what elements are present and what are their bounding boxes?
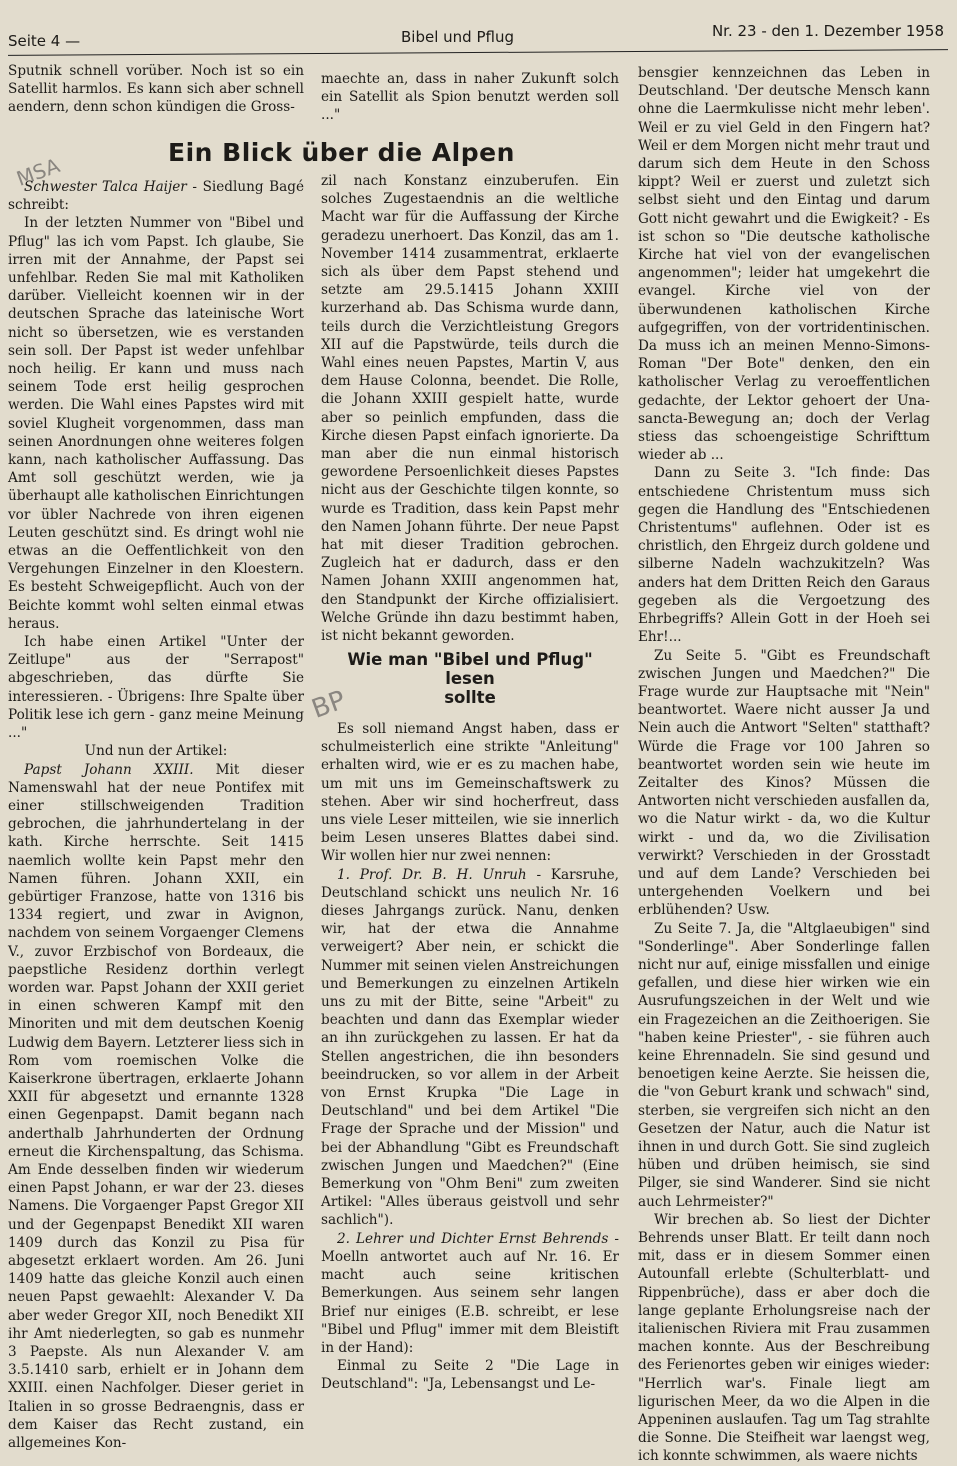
paragraph: Zu Seite 5. "Gibt es Freundschaft zwischen Jungen und Maedchen?" Die Frage wurde zur Hauptsache mit "Nein" beantwortet. Waere nicht ausser Ja und Nein auch die Antwort "Selten" statthaft? Würde die Frage vor 100 Jahren so beantwortet worden sein wie heute im Zeitalter des Kinos? Müssen die Antworten nicht verschieden ausfallen da, wo die Natur wirkt - da, wo die Kultur wirkt - und da, wo die Zivilisation verwirkt? Verschieden in der Grosstadt und auf dem Lande? Verschieden bei untergehenden Voelkern und bei erblühenden? Usw.: [638, 647, 930, 919]
inline-heading: 1. Prof. Dr. B. H. Unruh: [337, 866, 527, 883]
paragraph: In der letzten Nummer von "Bibel und Pflug" las ich vom Papst. Ich glaube, Sie irren mit der Annahme, der Papst sei unfehlbar. Reden Sie mal mit Katholiken darüber. Vielleicht koennen wir in der deutschen Sprache das lateinische Wort nicht so übersetzen, wie es verstanden sein soll. Der Papst ist weder unfehlbar noch heilig. Er kann und muss nach seinem Tode erst heilig gesprochen werden. Die Wahl eines Papstes wird mit soviel Klugheit vorgenommen, dass man seinen Anordnungen ohne weiteres folgen kann, nach katholischer Auffassung. Das Amt soll geschützt werden, wie ja überhaupt alle katholischen Einrichtungen vor übler Nachrede von ihren eigenen Leuten geschützt sind. Es dringt wohl nie etwas an die Oeffentlichkeit von den Vergehungen Einzelner in den Kloestern. Es besteht Schweigepflicht. Auch von der Beichte kommt wohl selten einmal etwas heraus.: [8, 215, 304, 632]
paragraph: Einmal zu Seite 2 "Die Lage in Deutschland": "Ja, Lebensangst und Le-: [321, 1358, 619, 1393]
column-2-lower: [321, 720, 619, 1394]
paragraph: 2. Lehrer und Dichter Ernst Behrends - Moelln antwortet auch auf Nr. 16. Er macht auch seine kritischen Bemerkungen. Aus seinem sehr langen Brief nur einiges (E.B. schreibt, er lese "Bibel und Pflug" immer mit dem Bleistift in der Hand):: [321, 1230, 619, 1356]
paragraph: Und nun der Artikel:: [84, 743, 228, 760]
column-3: [638, 64, 930, 1466]
page-number: Seite 4 —: [8, 32, 81, 50]
paragraph: Ich habe einen Artikel "Unter der Zeitlupe" aus der "Serrapost" abgeschrieben, das dürfte Sie interessieren. - Übrigens: Ihre Spalte über Politik lese ich gern - ganz meine Meinung ...": [8, 634, 304, 742]
section-heading: Wie man "Bibel und Pflug" lesen: [347, 650, 593, 688]
handwritten-mark: BP: [307, 685, 350, 725]
paragraph: bensgier kennzeichnen das Leben in Deutschland. 'Der deutsche Mensch kann ohne die Laermkulisse nicht mehr leben'. Weil er zu viel Geld in den Fingern hat? Weil er dem Morgen nicht mehr traut und darum sich dem Heute in den Schoss kippt? Weil er zuerst und zuletzt sich selbst sieht und den Eintag und darum Gott nicht gewahrt und die Ewigkeit? - Es ist schon so "Die deutsche katholische Kirche hat viel von der evangelischen angenommen"; leider hat umgekehrt die evangel. Kirche viel von der überwundenen katholischen Kirche aufgegriffen, von der vortridentinischen. Da muss ich an meinen Menno-Simons-Roman "Der Bote" denken, den ein katholischer Verlag zu veroeffentlichen gedachte, der Lektor gehoert der Una-sancta-Bewegung an; doch der Verlag stiess das schoengeistige Schrifttum wieder ab ...: [638, 65, 930, 464]
newspaper-name: Bibel und Pflug: [401, 28, 514, 46]
paragraph: Schwester Talca Haijer - Siedlung Bagé schreibt:: [8, 179, 304, 214]
paragraph: Zu Seite 7. Ja, die "Altglaeubigen" sind "Sonderlinge". Aber Sonderlinge fallen nicht nur auf, einige missfallen und einige gefallen, und diese hier wirken wie ein Ausrufungszeichen in der Welt und wie ein Fragezeichen an die Zeithoerigen. Sie "haben keine Priester", - sie führen auch keine Ehrennadeln. Sie sind gesund und benoetigen keine Aerzte. Sie heissen die, die "von Geburt krank und schwach" sind, sterben, sie vergreifen sich nicht an den Gesetzen der Natur, auch die Natur ist ihnen in und durch Gott. Sie sind zugleich hüben und drüben heimisch, sie sind Pilger, sie sind Wanderer. Sind sie nicht auch Lehrmeister?": [638, 920, 930, 1210]
author-name: Schwester Talca Haijer: [24, 179, 187, 195]
column-1-top: [8, 62, 304, 117]
issue-date: Nr. 23 - den 1. Dezember 1958: [711, 22, 944, 40]
paragraph: Es soll niemand Angst haben, dass er schulmeisterlich eine strikte "Anleitung" erhalten wird, wie er es zu machen habe, um mit uns im Gemeinschaftswerk zu stehen. Aber wir sind hocherfreut, dass uns viele Leser mitteilen, wie sie innerlich beim Lesen unseres Blattes dabei sind. Wir wollen hier nur zwei nennen:: [321, 721, 619, 865]
column-2-top: [321, 70, 619, 125]
paragraph: Wir brechen ab. So liest der Dichter Behrends unser Blatt. Er teilt dann noch mit, dass er in diesem Sommer einen Autounfall erlebte (Schulterblatt- und Rippenbrüche), dass er aber doch die lange geplante Erholungsreise nach der italienischen Riviera mit Frau zusammen machen konnte. Aus der Beschreibung des Ferienortes geben wir einiges wieder: "Herrlich war's. Finale liegt am ligurischen Meer, da wo die Alpen in die Appeninen auslaufen. Tag um Tag strahlte die Sonne. Die Steifheit war laengst weg, ich konnte schwimmen, als waere nichts: [638, 1211, 930, 1465]
column-1: [8, 178, 304, 1452]
paragraph: Sputnik schnell vorüber. Noch ist so ein Satellit harmlos. Es kann sich aber schnell aendern, denn schon kündigen die Gross-: [8, 63, 304, 116]
paragraph: zil nach Konstanz einzuberufen. Ein solches Zugestaendnis an die weltliche Macht war für die Auffassung der Kirche geradezu unerhoert. Das Konzil, das am 1. November 1414 zusammentrat, erklaerte sich als über dem Papst stehend und setzte am 29.5.1415 Johann XXIII kurzerhand ab. Das Schisma wurde dann, teils durch die Verzichtleistung Gregors XII auf die Papstwürde, teils durch die Wahl eines neuen Papstes, Martin V, aus dem Hause Colonna, beendet. Die Rolle, die Johann XXIII gespielt hatte, wurde aber so peinlich empfunden, dass die Kirche diesen Papst einfach ignorierte. Da man aber die nun einmal historisch gewordene Persoenlichkeit dieses Papstes nicht aus der Geschichte tilgen konnte, so wurde es Tradition, dass kein Papst mehr den Namen Johann führte. Der neue Papst hat mit dieser Tradition gebrochen. Zugleich hat er dadurch, dass er den Namen Johann XXIII angenommen hat, den Standpunkt der Kirche offizialisiert. Welche Gründe ihn dazu bestimmt haben, ist nicht bekannt geworden.: [321, 173, 619, 645]
column-2: [321, 172, 619, 645]
paragraph: 1. Prof. Dr. B. H. Unruh - Karsruhe, Deutschland schickt uns neulich Nr. 16 dieses Jahrgangs zurück. Nanu, denken wir, hat der etwa die Annahme verweigert? Aber nein, er schickt die Nummer mit seinen vielen Anstreichungen und Bemerkungen zu einzelnen Artikeln uns zu mit der Bitte, seine "Arbeit" zu beachten und dann das Exemplar wieder an ihn zurückgehen zu lassen. Er hat da Stellen angestrichen, die ihn besonders beeindrucken, so vor allem in der Arbeit von Ernst Krupka "Die Lage in Deutschland" und bei dem Artikel "Die Frage der Sprache und der Mission" und bei der Abhandlung "Gibt es Freundschaft zwischen Jungen und Maedchen?" (Eine Bemerkung von "Ohm Beni" zum zweiten Artikel: "Alles überaus geistvoll und sehr sachlich").: [321, 866, 620, 1229]
paragraph: Papst Johann XXIII. Mit dieser Namenswahl hat der neue Pontifex mit einer stillschweigenden Tradition gebrochen, die jahrhundertelang in der kath. Kirche herrschte. Seit 1415 naemlich wollte kein Papst mehr den Namen führen. Johann XXII, ein gebürtiger Franzose, hatte von 1316 bis 1334 regiert, und zwar in Avignon, nachdem von seinem Vorgaenger Clemens V., zuvor Erzbischof von Bordeaux, die paepstliche Residenz dorthin verlegt worden war. Papst Johann der XXII geriet in einen schweren Kampf mit den Minoriten und mit dem deutschen Koenig Ludwig dem Bayern. Letzterer liess sich in Rom vom roemischen Volke die Kaiserkrone übertragen, erklaerte Johann XXII für abgesetzt und ernannte 1328 einen Gegenpapst. Damit begann nach anderthalb Jahrhunderten der Ordnung erneut die Kirchenspaltung, das Schisma. Am Ende desselben finden wir wiederum einen Papst Johann, er war der 23. dieses Namens. Die Vorgaenger Papst Gregor XII und der Gegenpapst Benedikt XII waren 1409 durch das Konzil zu Pisa für abgesetzt erklaert worden. Am 26. Juni 1409 hatte das gleiche Konzil auch einen neuen Papst gewaehlt: Alexander V. Da aber weder Gregor XII, noch Benedikt XII ihr Amt niederlegten, so gab es nunmehr 3 Paepste. Als nun Alexander V. am 3.5.1410 sarb, erhielt er in Johann dem XXIII. einen Nachfolger. Dieser geriet in Italien in so grosse Bedraengnis, dass er dem Kaiser das Recht zustand, ein allgemeines Kon-: [8, 761, 304, 1452]
inline-heading: Papst Johann XXIII.: [24, 761, 194, 778]
inline-heading: 2. Lehrer und Dichter Ernst Behrends: [337, 1230, 609, 1247]
section-heading: sollte: [444, 688, 496, 707]
paragraph: maechte an, dass in naher Zukunft solch ein Satellit als Spion benutzt werden soll ...": [321, 71, 619, 124]
article-title: Ein Blick über die Alpen: [168, 138, 515, 167]
handwritten-mark: MSA: [13, 153, 63, 191]
paragraph: Dann zu Seite 3. "Ich finde: Das entschiedene Christentum muss sich gegen die Handlung des "Entschiedenen Christentums" auflehnen. Oder ist es christlich, den Ehrgeiz durch goldene und silberne Nadeln wachzukitzeln? Was anders hat dem Dritten Reich den Garaus gegeben als die Vergoetzung des Ehrbegriffs? Allein Gott in der Hoeh sei Ehr!...: [638, 465, 930, 646]
